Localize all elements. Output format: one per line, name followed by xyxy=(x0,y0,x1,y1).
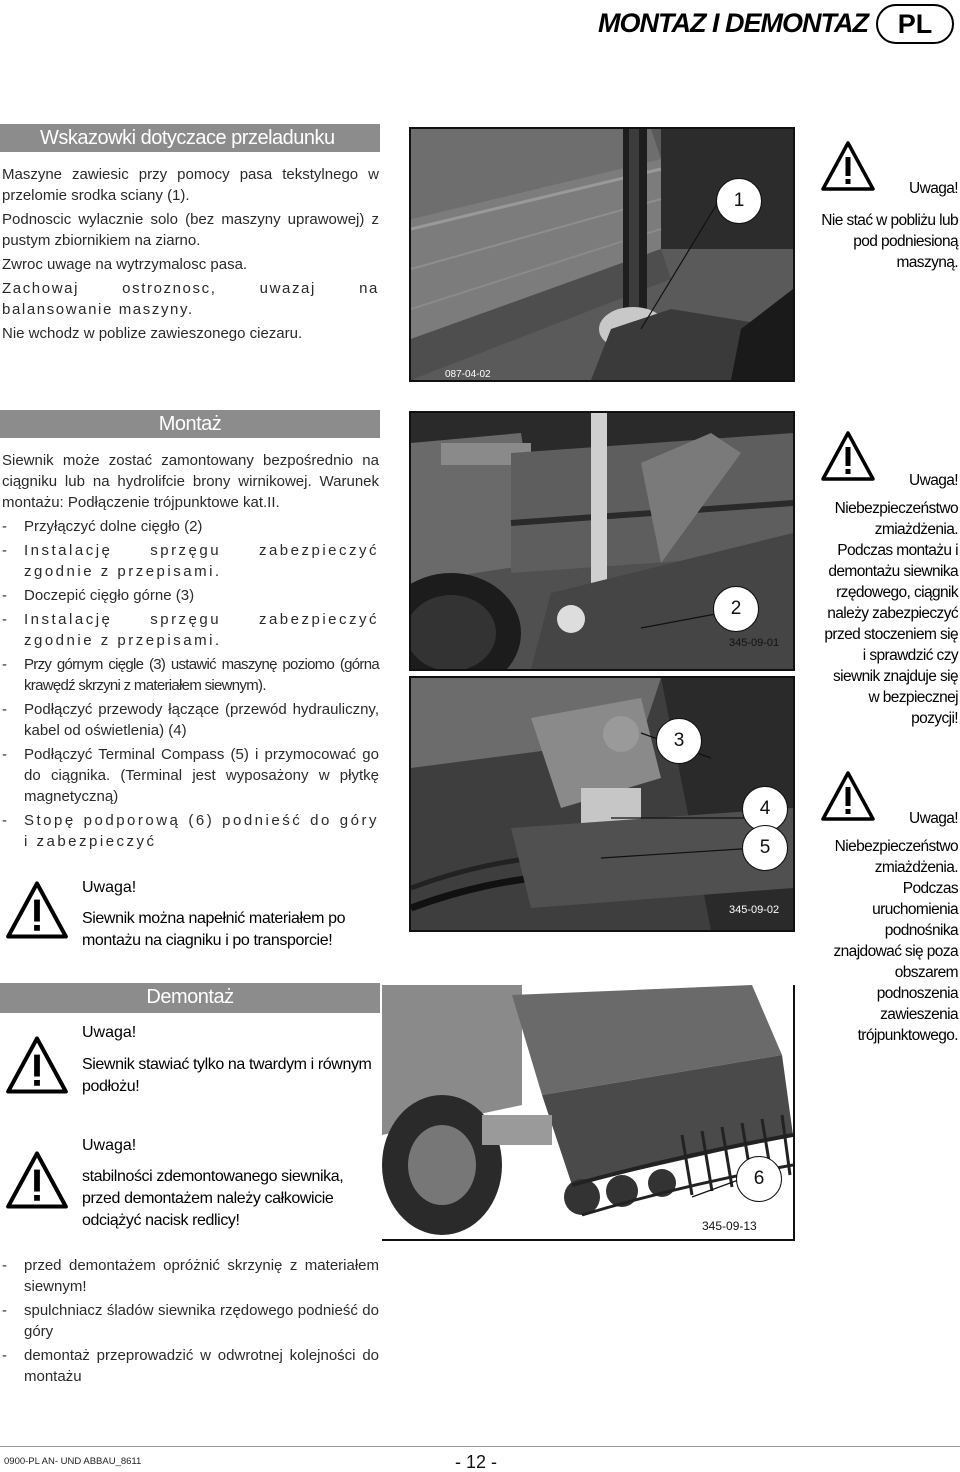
paragraph: Siewnik może zostać zamontowany bezpośrednio na ciągniku lub na hydrolifcie brony wirnikowej. Warunek montażu: Podłączenie trójpunktowe kat.II. xyxy=(2,452,379,511)
loading-instructions xyxy=(2,164,379,347)
list-item: - Instalację sprzęgu zabezpieczyć zgodnie z przepisami. xyxy=(2,542,379,580)
list-item: - Stopę podporową (6) podnieść do góry i zabezpieczyć xyxy=(2,812,379,850)
warning-text: stabilności zdemontowanego siewnika, przed demontażem należy całkowicie odciążyć nacisk redlicy! xyxy=(82,1168,344,1229)
footer-rule xyxy=(0,1446,960,1447)
warning-triangle-icon xyxy=(4,1035,70,1095)
warning-title: Uwaga! xyxy=(909,472,958,489)
warning-text: Niebezpieczeństwo zmiażdżenia. Podczas montażu i demontażu siewnika rzędowego, ciągnik należy zabezpieczyć przed stoczeniem się i sprawdzić czy siewnik znajduje się w bezpiecznej pozycji! xyxy=(824,500,958,727)
warning-triangle-icon xyxy=(4,880,70,940)
list-item: - Podłączyć przewody łączące (przewód hydrauliczny, kabel od oświetlenia) (4) xyxy=(2,701,379,739)
paragraph: Nie wchodz w poblize zawieszonego ciezaru. xyxy=(2,325,303,342)
callout-6: 6 xyxy=(736,1156,782,1202)
mounting-instructions xyxy=(2,450,379,855)
warning-title: Uwaga! xyxy=(909,810,958,827)
photo-support-foot xyxy=(382,985,795,1241)
list-item: - przed demontażem opróżnić skrzynię z materiałem siewnym! xyxy=(2,1257,379,1295)
warning-text: Nie stać w pobliżu lub pod podniesioną maszyną. xyxy=(821,212,958,271)
warning-title: Uwaga! xyxy=(82,1024,137,1041)
photo-lower-link xyxy=(409,411,795,671)
warning-triangle-icon xyxy=(4,1150,70,1210)
list-item: - Podłączyć Terminal Compass (5) i przymocować go do ciągnika. (Terminal jest wyposażony w płytkę magnetyczną) xyxy=(2,746,379,805)
footer-doc-id: 0900-PL AN- UND ABBAU_8611 xyxy=(4,1456,142,1467)
callout-1: 1 xyxy=(716,178,762,224)
section-heading-dismounting: Demontaż xyxy=(0,983,380,1013)
page-number: - 12 - xyxy=(455,1452,498,1472)
list-item: - Przyłączyć dolne cięgło (2) xyxy=(2,518,203,535)
dismounting-instructions xyxy=(2,1255,379,1390)
section-heading-loading: Wskazowki dotyczace przeladunku xyxy=(0,124,380,152)
list-item: - Doczepić cięgło górne (3) xyxy=(2,587,195,604)
callout-5: 5 xyxy=(742,825,788,871)
page-title: MONTAZ I DEMONTAZ xyxy=(598,8,868,38)
paragraph: Maszyne zawiesic przy pomocy pasa tekstylnego w przelomie srodka sciany (1). xyxy=(2,166,379,204)
photo-top-link-hoses xyxy=(409,676,795,932)
photo-lifting-strap xyxy=(409,127,795,382)
paragraph: Podnoscic wylacznie solo (bez maszyny uprawowej) z pustym zbiornikiem na ziarno. xyxy=(2,211,379,249)
callout-2: 2 xyxy=(713,586,759,632)
warning-text: Niebezpieczeństwo zmiażdżenia. Podczas uruchomienia podnośnika znajdować się poza obszarem podnoszenia zawieszenia trójpunktowego. xyxy=(833,838,958,1044)
callout-4: 4 xyxy=(742,786,788,832)
warning-title: Uwaga! xyxy=(82,1137,137,1154)
list-item: - Przy górnym cięgle (3) ustawić maszynę poziomo (górna krawędź skrzyni z materiałem siewnym). xyxy=(2,656,379,694)
warning-title: Uwaga! xyxy=(909,180,958,197)
photo-label: 345-09-13 xyxy=(702,1219,757,1233)
list-item: - Instalację sprzęgu zabezpieczyć zgodnie z przepisami. xyxy=(2,611,379,649)
list-item: - spulchniacz śladów siewnika rzędowego podnieść do góry xyxy=(2,1302,379,1340)
photo-label: 087-04-02 xyxy=(445,369,491,380)
paragraph: Zachowaj ostroznosc, uwazaj na balansowanie maszyny. xyxy=(2,280,379,318)
paragraph: Zwroc uwage na wytrzymalosc pasa. xyxy=(2,256,248,273)
list-item: - demontaż przeprowadzić w odwrotnej kolejności do montażu xyxy=(2,1347,379,1385)
photo-label: 345-09-01 xyxy=(729,637,780,649)
language-badge: PL xyxy=(876,4,954,44)
photo-label: 345-09-02 xyxy=(729,904,780,916)
warning-text: Siewnik można napełnić materiałem po montażu na ciagniku i po transporcie! xyxy=(82,910,346,949)
warning-text: Siewnik stawiać tylko na twardym i równym podłożu! xyxy=(82,1056,372,1095)
section-heading-mounting: Montaż xyxy=(0,410,380,438)
warning-title: Uwaga! xyxy=(82,879,137,896)
callout-3: 3 xyxy=(656,718,702,764)
